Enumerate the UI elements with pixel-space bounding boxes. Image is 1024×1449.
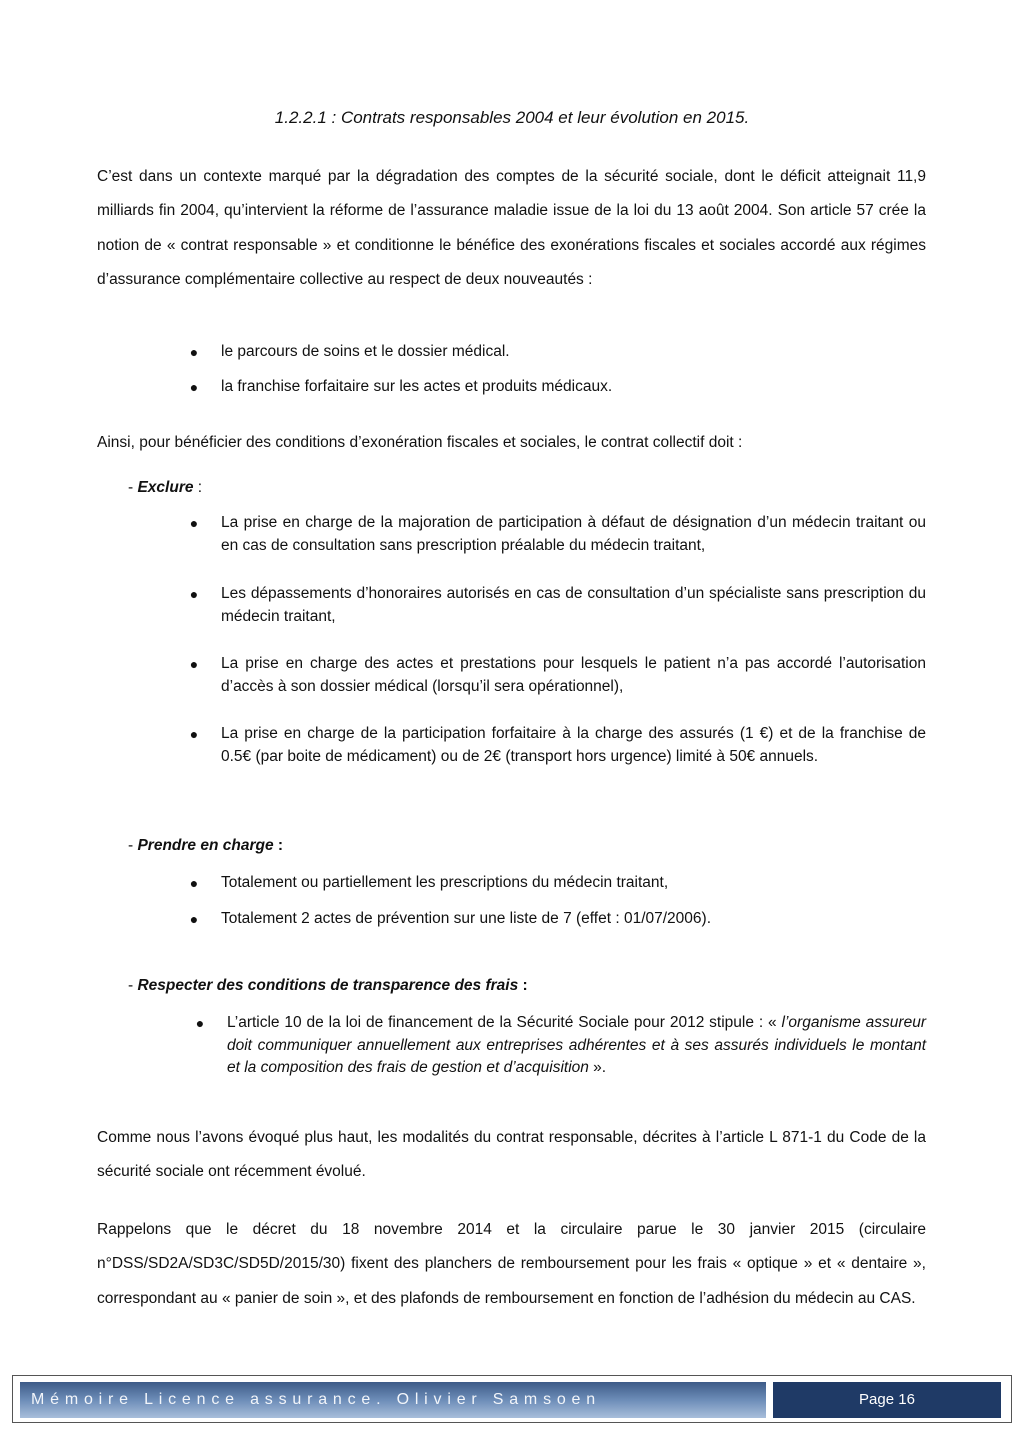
list-item: ● Totalement 2 actes de prévention sur une liste de 7 (effet : 01/07/2006). <box>187 908 926 931</box>
comme-paragraph: Comme nous l’avons évoqué plus haut, les modalités du contrat responsable, décrites à l’article L 871-1 du Code de la sécurité sociale ont récemment évolué. <box>97 1129 926 1181</box>
list-item: ● La prise en charge de la participation forfaitaire à la charge des assurés (1 €) et de la franchise de 0.5€ (par boite de médicament) ou de 2€ (transport hors urgence) limité à 50€ annuels. <box>187 723 926 768</box>
bullet-icon: ● <box>189 379 199 395</box>
bullet-icon: ● <box>195 1015 205 1031</box>
list-item: ● Totalement ou partiellement les prescriptions du médecin traitant, <box>187 872 926 895</box>
prendre-heading: - Prendre en charge : <box>128 837 284 854</box>
footer-title: Mémoire Licence assurance. Olivier Samsoen <box>31 1391 601 1408</box>
list-item: ● La prise en charge des actes et prestations pour lesquels le patient n’a pas accordé l’autorisation d’accès à son dossier médical (lorsqu’il sera opérationnel), <box>187 653 926 698</box>
list-item: ● Les dépassements d’honoraires autorisés en cas de consultation d’un spécialiste sans prescription du médecin traitant, <box>187 583 926 628</box>
rappelons-paragraph: Rappelons que le décret du 18 novembre 2014 et la circulaire parue le 30 janvier 2015 (circulaire n°DSS/SD2A/SD3C/SD5D/2015/30) fixent des planchers de remboursement pour les frais « optique » et « dentaire », correspondant au « panier de soin », et des plafonds de remboursement en fonction de l’adhésion du médecin au CAS. <box>97 1221 926 1307</box>
page-footer <box>12 1375 1012 1423</box>
section-heading: 1.2.2.1 : Contrats responsables 2004 et leur évolution en 2015. <box>274 108 750 127</box>
bullet-icon: ● <box>189 726 199 742</box>
respecter-heading: - Respecter des conditions de transparence des frais : <box>128 977 528 994</box>
bullet-icon: ● <box>189 656 199 672</box>
ainsi-paragraph: Ainsi, pour bénéficier des conditions d’exonération fiscales et sociales, le contrat collectif doit : <box>97 434 743 451</box>
list-item: ● L’article 10 de la loi de financement de la Sécurité Sociale pour 2012 stipule : « l’organisme assureur doit communiquer annuellement aux entreprises adhérentes et à ses assurés individuels le montant et la composition des frais de gestion et d’acquisition ». <box>193 1012 926 1080</box>
page-number: Page 16 <box>859 1391 915 1408</box>
bullet-icon: ● <box>189 344 199 360</box>
page-number-box <box>773 1382 1001 1418</box>
intro-paragraph: C’est dans un contexte marqué par la dégradation des comptes de la sécurité sociale, dont le déficit atteignait 11,9 milliards fin 2004, qu’intervient la réforme de l’assurance maladie issue de la loi du 13 août 2004. Son article 57 crée la notion de « contrat responsable » et conditionne le bénéfice des exonérations fiscales et sociales accordé aux régimes d’assurance complémentaire collective au respect de deux nouveautés : <box>97 168 926 288</box>
bullet-icon: ● <box>189 911 199 927</box>
list-item: ● la franchise forfaitaire sur les actes et produits médicaux. <box>187 376 926 399</box>
list-item: ● La prise en charge de la majoration de participation à défaut de désignation d’un médecin traitant ou en cas de consultation sans prescription préalable du médecin traitant, <box>187 512 926 557</box>
bullet-icon: ● <box>189 586 199 602</box>
bullet-icon: ● <box>189 875 199 891</box>
footer-title-band <box>20 1382 766 1418</box>
exclure-heading: - Exclure : <box>128 479 203 496</box>
list-item: ● le parcours de soins et le dossier médical. <box>187 341 926 364</box>
bullet-icon: ● <box>189 515 199 531</box>
